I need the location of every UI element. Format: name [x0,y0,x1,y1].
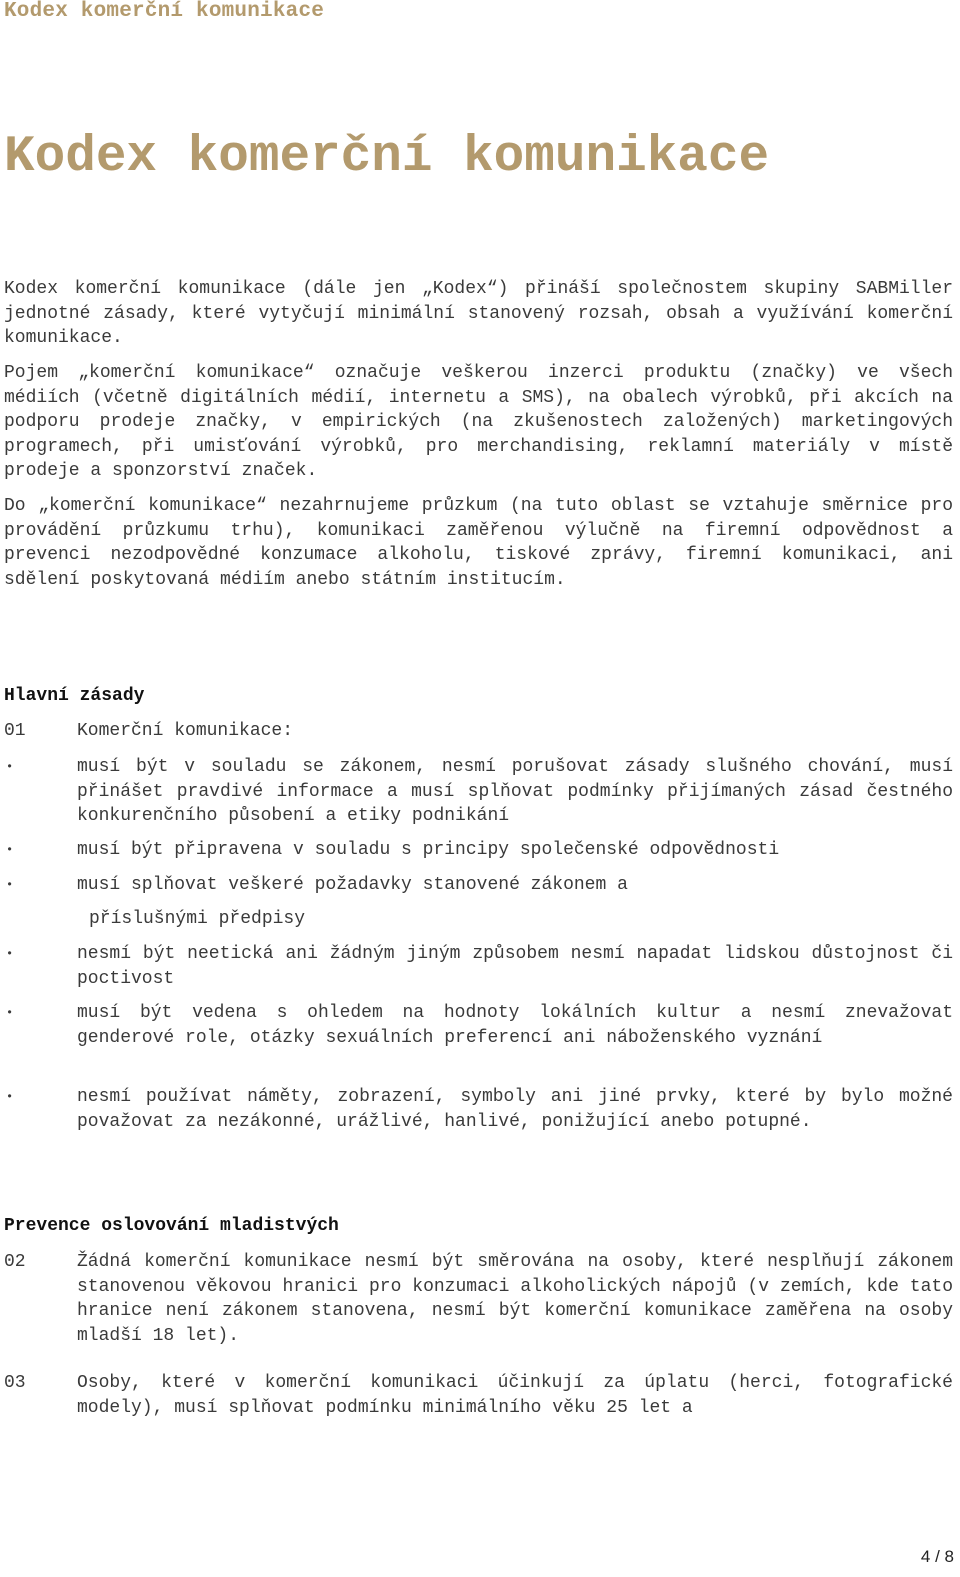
intro-paragraph-3 [4,494,953,592]
item-text: Žádná komerční komunikace nesmí být směrována na osoby, které nesplňují zákonem stanovenou věkovou hranici pro konzumaci alkoholických nápojů (v zemích, kde tato hranice není zákonem stanovena, nesmí být komerční komunikace zaměřena na osoby mladší 18 let). [77,1252,953,1346]
bullet-text: musí být v souladu se zákonem, nesmí porušovat zásady slušného chování, musí přinášet pravdivé informace a musí splňovat podmínky přijímaných zásad čestného konkurenčního působení a etiky podnikání [77,757,953,826]
item-text: Osoby, které v komerční komunikaci účinkují za úplatu (herci, fotografické modely), musí splňovat podmínku minimálního věku 25 let a [77,1373,953,1418]
running-header-title: Kodex komerční komunikace [4,0,325,23]
bullet-icon: • [6,1006,14,1020]
bullet-text: příslušnými předpisy [89,909,306,929]
bullet-icon: • [6,843,14,857]
item-number: 02 [4,1252,26,1272]
bullet-text: musí být vedena s ohledem na hodnoty lokálních kultur a nesmí znevažovat genderové role, otázky sexuálních preferencí ani náboženského vyznání [77,1003,953,1048]
bullet-text: nesmí používat náměty, zobrazení, symboly ani jiné prvky, které by bylo možné považovat za nezákonné, urážlivé, hanlivé, ponižující anebo potupné. [77,1087,953,1132]
bullet-icon: • [6,947,14,961]
item-number: 03 [4,1373,26,1393]
section-heading-text: Hlavní zásady [4,686,145,706]
section-heading-youth [4,1214,953,1238]
section-heading-main-principles [4,684,953,708]
bullet-icon: • [6,1090,14,1104]
bullet-text: nesmí být neetická ani žádným jiným způsobem nesmí napadat lidskou důstojnost či poctivost [77,944,953,989]
item-number: 01 [4,721,26,741]
page-title: Kodex komerční komunikace [4,129,770,186]
page-number: 4 / 8 [920,1547,954,1566]
bullet-text: musí být připravena v souladu s principy společenské odpovědnosti [77,840,780,860]
bullet-icon: • [6,760,14,774]
paragraph-text: Do „komerční komunikace“ nezahrnujeme průzkum (na tuto oblast se vztahuje směrnice pro provádění průzkumu trhu), komunikaci zaměřenou výlučně na firemní odpovědnost a prevenci nezodpovědné konzumace alkoholu, tiskové zprávy, firemní komunikaci, ani sdělení poskytovaná médiím anebo státním institucím. [4,496,953,590]
paragraph-text: Pojem „komerční komunikace“ označuje veškerou inzerci produktu (značky) ve všech médiích (včetně digitálních médií, internetu a SMS), na obalech výrobků, při akcích na podporu prodeje značky, v empirických (na zkušenostech založených) marketingových programech, při umisťování výrobků, pro merchandising, reklamní materiály v místě prodeje a sponzorství značek. [4,363,953,481]
intro-paragraph-2 [4,361,953,484]
item-text: Komerční komunikace: [77,721,294,741]
section-heading-text: Prevence oslovování mladistvých [4,1216,339,1236]
bullet-text: musí splňovat veškeré požadavky stanovené zákonem a [77,875,628,895]
bullet-icon: • [6,878,14,892]
paragraph-text: Kodex komerční komunikace (dále jen „Kodex“) přináší společnostem skupiny SABMiller jednotné zásady, které vytyčují minimální stanovený rozsah, obsah a využívání komerční komunikace. [4,279,953,348]
intro-paragraph-1 [4,277,953,351]
